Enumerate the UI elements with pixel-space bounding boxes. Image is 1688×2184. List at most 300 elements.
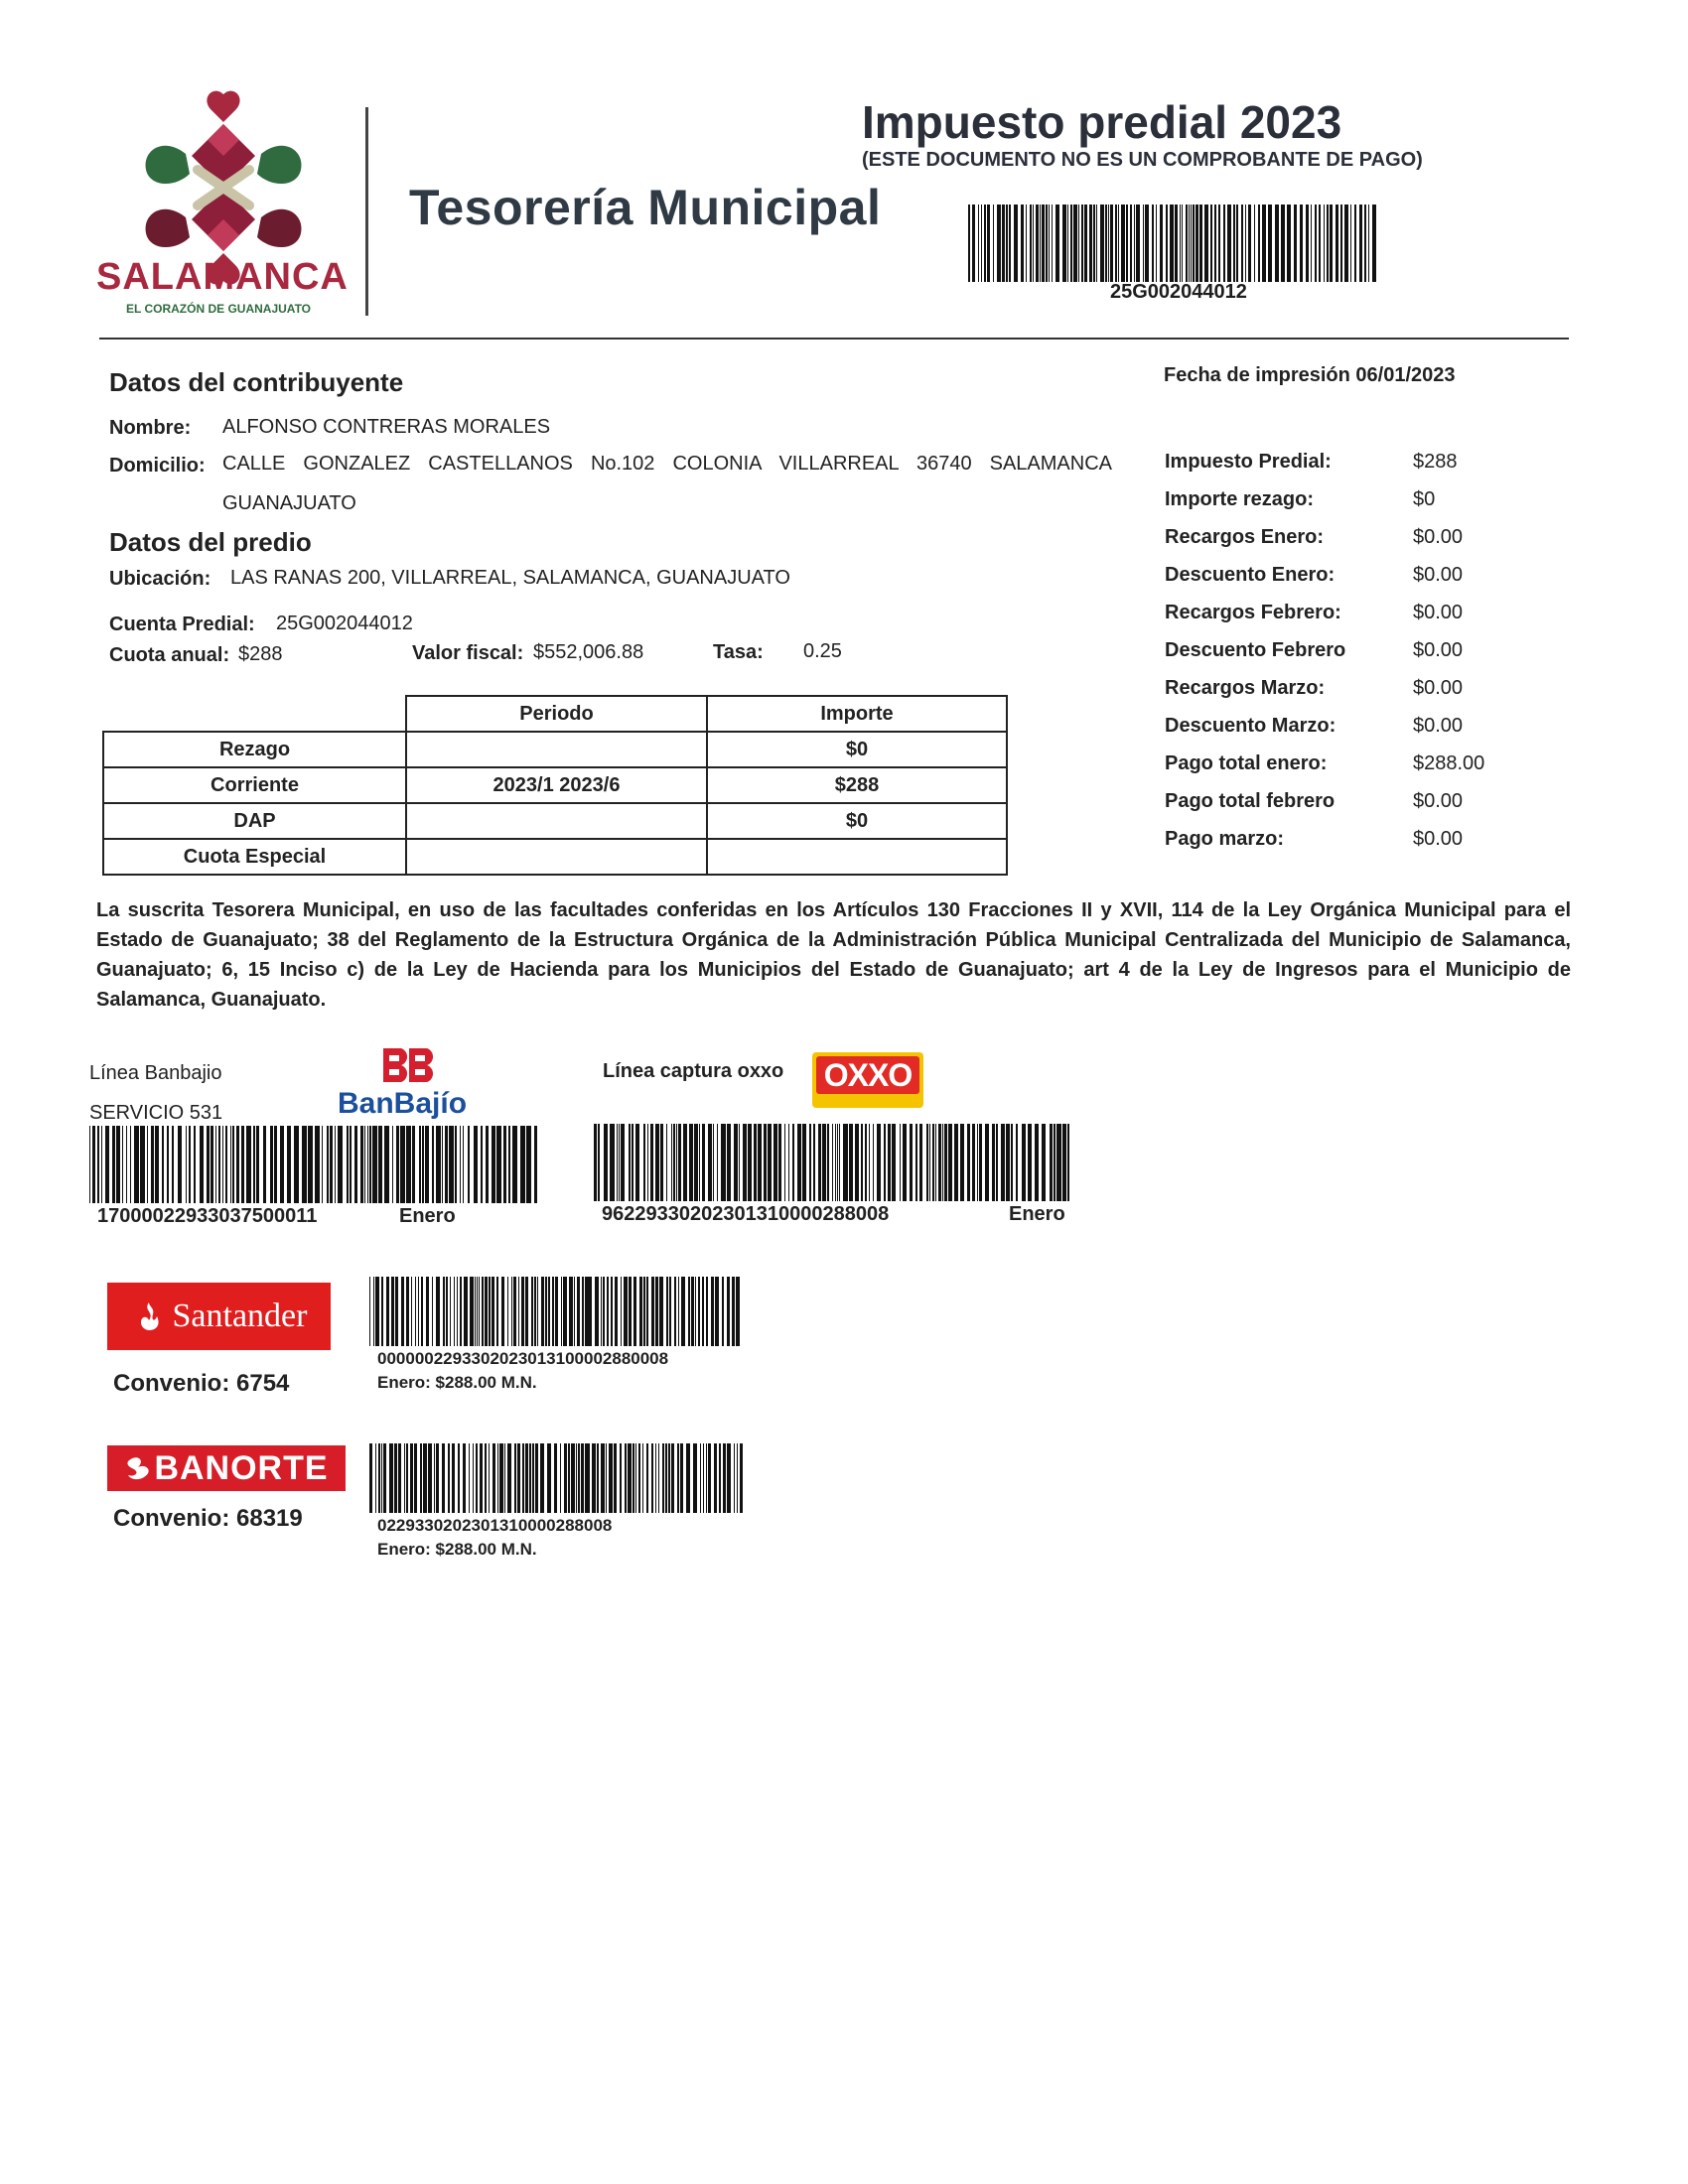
banorte-symbol-icon [124,1453,154,1483]
barcode-bar [302,1126,307,1203]
barcode-bar [992,1124,994,1201]
barcode-bar [960,1124,964,1201]
barcode-bar [660,1124,663,1201]
barcode-bar [1193,205,1195,282]
tasa-label: Tasa: [713,641,764,663]
barcode-bar [574,1277,575,1346]
barcode-bar [677,1443,679,1513]
barcode-bar [419,1126,421,1203]
summary-label: Descuento Enero: [1165,563,1336,586]
barcode-bar [545,1277,547,1346]
barcode-bar [364,1126,365,1203]
banorte-logo-text: BANORTE [154,1448,329,1487]
barcode-bar [651,1443,653,1513]
barcode-bar [594,1124,597,1201]
barcode-bar [1145,205,1149,282]
barcode-bar [1006,205,1008,282]
barcode-bar [414,1443,417,1513]
barcode-bar [676,1124,677,1201]
barcode-bar [412,1126,416,1203]
barcode-bar [1078,205,1079,282]
barcode-bar [476,1443,478,1513]
barcode-bar [391,1277,394,1346]
barcode-bar [434,1443,435,1513]
summary-label: Pago total febrero [1165,789,1336,812]
barcode-bar [827,1124,829,1201]
barcode-bar [501,1277,504,1346]
barcode-bar [629,1124,631,1201]
barcode-bar [774,1124,776,1201]
santander-logo [107,1283,331,1350]
barcode-bar [607,1277,609,1346]
barcode-bar [398,1443,401,1513]
barcode-bar [638,1443,640,1513]
barcode-bar [678,1277,679,1346]
barcode-bar [743,1124,747,1201]
table-header-cell [103,696,406,732]
barcode-bar [861,1124,863,1201]
barcode-bar [489,1277,491,1346]
barcode-bar [232,1126,233,1203]
domicilio-label: Domicilio: [109,455,206,477]
barcode-bar [381,1443,383,1513]
barcode-bar [485,1277,488,1346]
summary-value: $0.00 [1413,676,1464,699]
barcode-bar [479,1277,480,1346]
barcode-bar [1049,205,1050,282]
barcode-bar [1011,1124,1013,1201]
barcode-bar [492,1443,495,1513]
barcode-bar [1300,205,1303,282]
barcode-bar [1016,1124,1018,1201]
barcode-bar [514,1443,516,1513]
barcode-bar [486,1126,488,1203]
barcode-bar [688,1277,690,1346]
barcode-bar [621,1277,622,1346]
table-cell-periodo [406,839,707,875]
barcode-bar [308,1126,313,1203]
santander-barcode [369,1277,745,1346]
banorte-convenio: Convenio: 68319 [113,1505,303,1532]
barcode-bar [1199,205,1202,282]
barcode-bar [1028,1124,1032,1201]
barcode-bar [155,1126,159,1203]
banbajio-label: Línea Banbajio [89,1062,222,1084]
table-cell-periodo [406,803,707,839]
barcode-bar [455,1126,457,1203]
barcode-bar [1036,205,1039,282]
barcode-bar [659,1277,663,1346]
barcode-bar [1268,205,1272,282]
barcode-bar [674,1277,676,1346]
barcode-bar [695,1277,697,1346]
barcode-bar [582,1277,584,1346]
barcode-bar [768,1124,772,1201]
barcode-bar [598,1124,600,1201]
barcode-bar [426,1277,430,1346]
summary-label: Importe rezago: [1165,487,1315,510]
barcode-bar [548,1277,551,1346]
barcode-bar [335,1126,336,1203]
barcode-bar [1336,205,1338,282]
barcode-bar [1110,205,1113,282]
barcode-bar [327,1126,329,1203]
banbajio-logo-icon [379,1044,437,1086]
summary-value: $0.00 [1413,714,1464,737]
barcode-bar [1330,205,1333,282]
table-cell-importe: $0 [707,803,1007,839]
barcode-bar [972,1124,975,1201]
barcode-bar [253,1126,254,1203]
barcode-bar [569,1277,573,1346]
barcode-bar [719,1443,721,1513]
barcode-bar [521,1277,525,1346]
domicilio-value-line2: GUANAJUATO [222,492,356,514]
barcode-bar [130,1126,131,1203]
barcode-bar [721,1124,725,1201]
barcode-bar [376,1277,379,1346]
table-cell-concepto: Rezago [103,732,406,767]
barcode-bar [1372,205,1376,282]
cuota-anual-label: Cuota anual: [109,644,230,666]
table-row [103,803,1007,839]
barcode-bar [1100,205,1104,282]
barcode-bar [736,1277,740,1346]
barcode-bar [469,1443,470,1513]
barcode-bar [1089,205,1092,282]
barcode-bar [1002,205,1005,282]
barcode-bar [489,1443,490,1513]
barcode-bar [869,1124,870,1201]
barcode-bar [1170,205,1174,282]
barcode-bar [1350,205,1351,282]
barcode-bar [525,1277,528,1346]
barcode-bar [708,1443,711,1513]
nombre-label: Nombre: [109,417,192,439]
barcode-bar [463,1126,464,1203]
barcode-bar [884,1124,885,1201]
banorte-logo [107,1445,346,1491]
summary-row [1165,594,1582,631]
summary-label: Pago marzo: [1165,827,1285,850]
barcode-bar [764,1124,767,1201]
barcode-bar [126,1126,127,1203]
barcode-bar [642,1443,643,1513]
barcode-bar [650,1124,653,1201]
summary-row [1165,707,1582,745]
barcode-bar [683,1124,687,1201]
barcode-bar [624,1277,628,1346]
table-cell-periodo: 2023/1 2023/6 [406,767,707,803]
barcode-bar [1152,205,1154,282]
barcode-bar [531,1277,533,1346]
barcode-bar [639,1277,643,1346]
barcode-bar [877,1124,881,1201]
barcode-bar [900,1124,901,1201]
barcode-bar [415,1277,417,1346]
oxxo-barcode [594,1124,1072,1201]
barcode-bar [511,1277,512,1346]
barcode-bar [1294,205,1297,282]
barcode-bar [555,1277,558,1346]
barcode-bar [432,1277,433,1346]
barcode-bar [432,1126,434,1203]
summary-value: $288 [1413,450,1458,473]
barcode-bar [1134,205,1135,282]
barcode-bar [1030,205,1032,282]
barcode-bar [809,1124,811,1201]
barcode-bar [480,1443,483,1513]
cuota-anual-value: $288 [238,643,283,665]
banorte-barcode-number: 0229330202301310000288008 [377,1516,613,1535]
barcode-bar [577,1277,580,1346]
banbajio-month: Enero [399,1205,456,1227]
summary-value: $0.00 [1413,563,1464,586]
barcode-bar [563,1277,567,1346]
barcode-bar [552,1277,554,1346]
barcode-bar [1359,205,1362,282]
barcode-bar [1093,205,1095,282]
barcode-bar [1118,205,1119,282]
barcode-bar [619,1124,620,1201]
banbajio-barcode [89,1126,541,1203]
barcode-bar [554,1443,557,1513]
barcode-bar [256,1126,260,1203]
barcode-bar [274,1126,276,1203]
barcode-bar [873,1124,874,1201]
barcode-bar [984,205,986,282]
header-rule [99,338,1569,340]
barcode-bar [978,205,979,282]
barcode-bar [147,1126,148,1203]
summary-label: Recargos Marzo: [1165,676,1326,699]
barcode-bar [1130,205,1132,282]
barcode-bar [372,1126,377,1203]
summary-row [1165,631,1582,669]
barcode-bar [230,1126,231,1203]
barcode-bar [588,1277,592,1346]
barcode-bar [468,1126,470,1203]
barcode-bar [632,1124,633,1201]
barcode-bar [97,1126,99,1203]
barcode-bar [236,1126,240,1203]
barcode-bar [383,1443,386,1513]
barcode-bar [597,1443,599,1513]
barcode-bar [529,1443,531,1513]
barcode-bar [699,1124,700,1201]
barcode-bar [178,1126,183,1203]
barcode-bar [482,1277,485,1346]
barcode-bar [1056,1124,1060,1201]
barcode-bar [1189,205,1190,282]
barcode-bar [1014,205,1018,282]
summary-label: Descuento Febrero [1165,638,1346,661]
barcode-bar [691,1277,694,1346]
barcode-bar [758,1124,762,1201]
barcode-bar [464,1277,468,1346]
barcode-bar [1254,205,1255,282]
barcode-bar [849,1124,853,1201]
barcode-bar [1022,1124,1026,1201]
barcode-bar [748,1124,751,1201]
barcode-bar [561,1277,563,1346]
barcode-bar [581,1443,584,1513]
barcode-bar [837,1124,838,1201]
barcode-bar [378,1126,382,1203]
barcode-bar [919,1124,922,1201]
barcode-bar [330,1126,332,1203]
barcode-bar [423,1443,427,1513]
barcode-bar [460,1277,462,1346]
barcode-bar [481,1126,483,1203]
barcode-bar [1204,205,1208,282]
barcode-bar [1054,1124,1055,1201]
barcode-bar [89,1126,90,1203]
barcode-bar [633,1277,636,1346]
barcode-bar [625,1443,627,1513]
barcode-bar [993,205,994,282]
barcode-bar [386,1277,390,1346]
barcode-bar [915,1124,917,1201]
barcode-bar [1033,205,1034,282]
barcode-bar [1180,205,1181,282]
barcode-bar [338,1126,343,1203]
barcode-bar [400,1126,405,1203]
barcode-bar [369,1443,372,1513]
summary-value: $0.00 [1413,601,1464,623]
summary-value: $0.00 [1413,525,1464,548]
barcode-bar [1368,205,1369,282]
barcode-bar [454,1277,455,1346]
barcode-bar [547,1443,551,1513]
barcode-bar [473,1443,475,1513]
contribuyente-section-title: Datos del contribuyente [109,367,404,397]
barcode-bar [655,1124,659,1201]
department-name: Tesorería Municipal [409,180,882,235]
barcode-bar [485,1443,487,1513]
barcode-bar [1354,205,1356,282]
table-cell-concepto: DAP [103,803,406,839]
barcode-bar [525,1443,528,1513]
barcode-bar [585,1277,588,1346]
barcode-bar [347,1126,349,1203]
barcode-bar [162,1126,163,1203]
barcode-bar [496,1126,501,1203]
barcode-bar [578,1443,580,1513]
barcode-bar [537,1277,538,1346]
barcode-bar [322,1126,323,1203]
barcode-bar [666,1277,669,1346]
barcode-bar [832,1124,833,1201]
barcode-bar [727,1443,731,1513]
barcode-bar [612,1443,613,1513]
barcode-bar [589,1443,590,1513]
barcode-bar [105,1126,109,1203]
banorte-amount: Enero: $288.00 M.N. [377,1540,537,1559]
table-cell-importe: $288 [707,767,1007,803]
barcode-bar [954,1124,958,1201]
barcode-bar [394,1443,397,1513]
barcode-bar [360,1126,364,1203]
barcode-bar [737,1443,738,1513]
barcode-bar [406,1443,408,1513]
table-row [103,767,1007,803]
barcode-bar [981,205,982,282]
summary-row [1165,782,1582,820]
barcode-bar [1073,205,1077,282]
barcode-bar [797,1124,801,1201]
barcode-bar [727,1124,731,1201]
barcode-bar [606,1443,607,1513]
barcode-bar [450,1277,451,1346]
barcode-bar [1364,205,1366,282]
barcode-bar [1009,205,1011,282]
barcode-bar [518,1277,519,1346]
barcode-bar [903,1124,907,1201]
barcode-bar [497,1443,498,1513]
barcode-bar [977,1124,978,1201]
barcode-bar [609,1443,612,1513]
barcode-bar [865,1124,867,1201]
table-cell-importe [707,839,1007,875]
barcode-bar [727,1277,730,1346]
barcode-bar [215,1126,216,1203]
barcode-bar [620,1443,622,1513]
barcode-bar [1210,205,1212,282]
barcode-bar [802,1124,805,1201]
barcode-bar [888,1124,891,1201]
barcode-bar [396,1126,400,1203]
barcode-bar [678,1124,681,1201]
barcode-bar [822,1124,826,1201]
barcode-bar [384,1126,389,1203]
barcode-bar [778,1124,781,1201]
summary-value: $288.00 [1413,751,1485,774]
barcode-bar [1196,205,1198,282]
logo-tagline: EL CORAZÓN DE GUANAJUATO [126,302,312,316]
barcode-bar [571,1443,575,1513]
barcode-bar [492,1126,495,1203]
barcode-bar [541,1277,544,1346]
barcode-bar [315,1126,320,1203]
barcode-bar [354,1126,358,1203]
barcode-bar [595,1277,599,1346]
barcode-bar [1070,205,1072,282]
barcode-bar [410,1443,413,1513]
barcode-bar [457,1277,458,1346]
summary-row [1165,669,1582,707]
barcode-bar [655,1443,656,1513]
barcode-bar [194,1126,196,1203]
barcode-bar [1121,205,1125,282]
barcode-bar [532,1443,534,1513]
santander-flame-icon [131,1298,167,1334]
barcode-bar [700,1443,701,1513]
barcode-bar [1156,205,1157,282]
barcode-bar [207,1126,211,1203]
table-header-cell: Periodo [406,696,707,732]
barcode-bar [568,1443,570,1513]
barcode-bar [942,1124,943,1201]
barcode-bar [222,1126,223,1203]
barcode-bar [944,1124,947,1201]
barcode-bar [263,1126,267,1203]
barcode-bar [739,1124,740,1201]
santander-logo-text: Santander [172,1297,308,1334]
barcode-bar [1046,205,1048,282]
barcode-bar [1055,205,1059,282]
barcode-bar [406,1126,411,1203]
